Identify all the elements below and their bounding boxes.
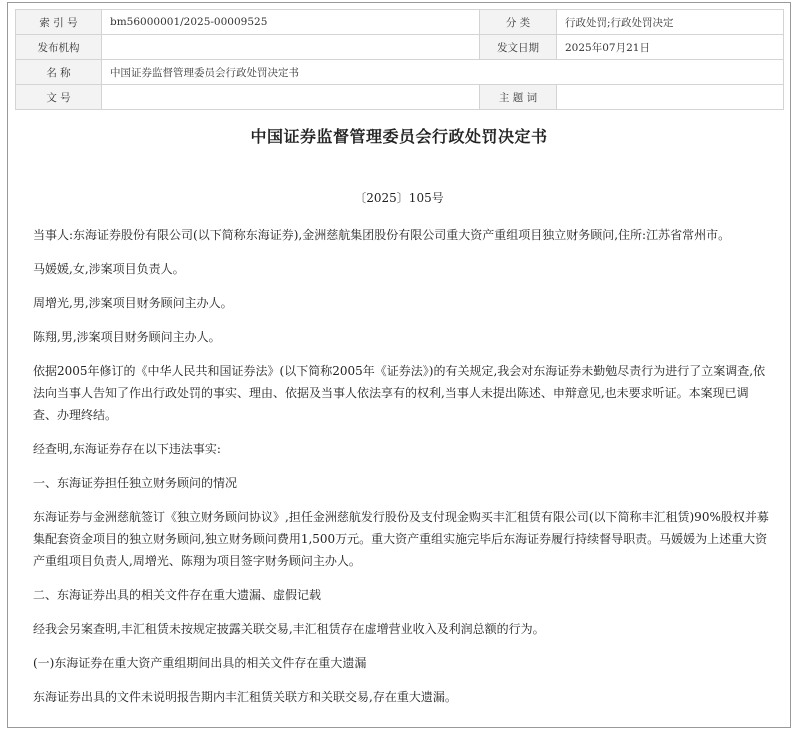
document-body xyxy=(8,224,790,708)
party-paragraph: 陈翔,男,涉案项目财务顾问主办人。 xyxy=(33,330,221,344)
publisher-value xyxy=(102,35,480,60)
docno-label: 文 号 xyxy=(16,85,102,110)
body-paragraph: 经查明,东海证券存在以下违法事实: xyxy=(33,442,221,456)
section-heading: 二、东海证券出具的相关文件存在重大遗漏、虚假记载 xyxy=(33,588,322,602)
publisher-label: 发布机构 xyxy=(16,35,102,60)
date-value: 2025年07月21日 xyxy=(557,35,784,60)
docno-value xyxy=(102,85,480,110)
body-paragraph: 经我会另案查明,丰汇租赁未按规定披露关联交易,丰汇租赁存在虚增营业收入及利润总额的行为。 xyxy=(33,622,545,636)
subsection-heading: (一)东海证券在重大资产重组期间出具的相关文件存在重大遗漏 xyxy=(33,656,367,670)
document-page xyxy=(7,2,791,728)
body-paragraph: 东海证券出具的文件未说明报告期内丰汇租赁关联方和关联交易,存在重大遗漏。 xyxy=(33,690,457,704)
category-label: 分 类 xyxy=(480,10,557,35)
party-paragraph: 马媛媛,女,涉案项目负责人。 xyxy=(33,262,185,276)
metadata-row xyxy=(16,35,784,60)
body-paragraph: 依据2005年修订的《中华人民共和国证券法》(以下简称2005年《证券法》)的有关规定,我会对东海证券未勤勉尽责行为进行了立案调查,依法向当事人告知了作出行政处罚的事实、理由、依据及当事人依法享有的权利,当事人未提出陈述、申辩意见,也未要求听证。本案现已调查、办理终结。 xyxy=(33,364,766,422)
document-title: 中国证券监督管理委员会行政处罚决定书 xyxy=(250,127,548,146)
index-label: 索 引 号 xyxy=(16,10,102,35)
metadata-table xyxy=(15,9,784,110)
section-heading: 一、东海证券担任独立财务顾问的情况 xyxy=(33,476,238,490)
metadata-row xyxy=(16,60,784,85)
party-paragraph: 周增光,男,涉案项目财务顾问主办人。 xyxy=(33,296,233,310)
category-value: 行政处罚;行政处罚决定 xyxy=(557,10,784,35)
subject-value xyxy=(557,85,784,110)
body-paragraph: 东海证券与金洲慈航签订《独立财务顾问协议》,担任金洲慈航发行股份及支付现金购买丰汇租赁有限公司(以下简称丰汇租赁)90%股权并募集配套资金项目的独立财务顾问,独立财务顾问费用1,500万元。重大资产重组实施完毕后东海证券履行持续督导职责。马媛媛为上述重大资产重组项目负责人,周增光、陈翔为项目签字财务顾问主办人。 xyxy=(33,510,769,568)
name-label: 名 称 xyxy=(16,60,102,85)
metadata-row xyxy=(16,10,784,35)
metadata-row xyxy=(16,85,784,110)
date-label: 发文日期 xyxy=(480,35,557,60)
index-value: bm56000001/2025-00009525 xyxy=(102,10,480,35)
party-paragraph: 当事人:东海证券股份有限公司(以下简称东海证券),金洲慈航集团股份有限公司重大资产重组项目独立财务顾问,住所:江苏省常州市。 xyxy=(33,228,731,242)
subject-label: 主 题 词 xyxy=(480,85,557,110)
name-value: 中国证券监督管理委员会行政处罚决定书 xyxy=(102,60,784,85)
document-number: 〔2025〕105号 xyxy=(354,191,444,205)
